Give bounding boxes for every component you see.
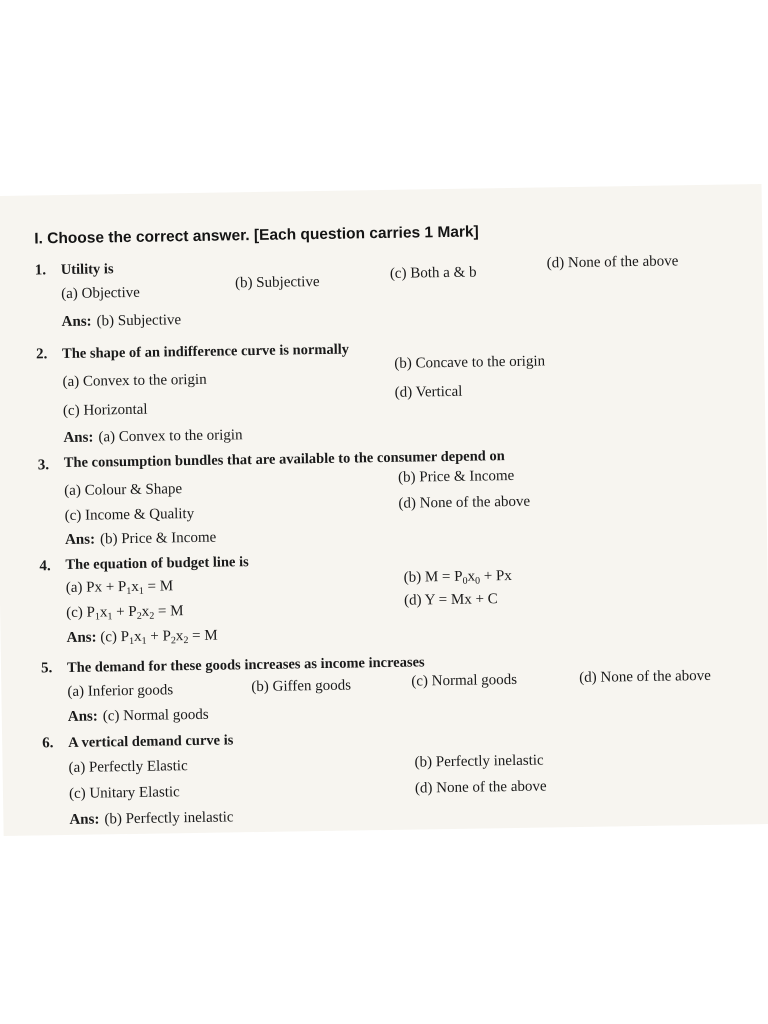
option-a: (a) Colour & Shape bbox=[64, 481, 183, 500]
option-c: (c) Both a & b bbox=[389, 264, 477, 282]
question-number: 2. bbox=[35, 346, 48, 363]
option-b: (b) Concave to the origin bbox=[394, 353, 546, 372]
answer-text: (b) Subjective bbox=[96, 312, 182, 330]
section-heading: I. Choose the correct answer. [Each question carries 1 Mark] bbox=[34, 223, 479, 248]
scanned-paper bbox=[0, 184, 768, 836]
option-d bbox=[404, 592, 498, 608]
answer-label: Ans: bbox=[67, 708, 98, 725]
answer-label: Ans: bbox=[64, 531, 96, 549]
question-text: Utility is bbox=[60, 261, 114, 279]
option-d: (d) None of the above bbox=[398, 493, 531, 512]
option-label: (c) bbox=[66, 604, 83, 621]
question-text: The equation of budget line is bbox=[65, 554, 249, 573]
option-b: (b) Giffen goods bbox=[251, 677, 352, 696]
answer-text: (c) bbox=[100, 629, 118, 646]
answer-text: (b) Perfectly inelastic bbox=[104, 809, 234, 828]
question-number: 4. bbox=[39, 558, 51, 575]
option-label: (d) bbox=[403, 592, 422, 609]
option-b: (b) Perfectly inelastic bbox=[414, 752, 544, 771]
option-a: (a) Inferior goods bbox=[67, 682, 174, 700]
option-d: (d) None of the above bbox=[579, 667, 711, 686]
option-c: (c) Normal goods bbox=[411, 671, 518, 690]
question-text: The demand for these goods increases as income increases bbox=[66, 654, 425, 676]
answer-label: Ans: bbox=[66, 629, 97, 646]
answer-label: Ans: bbox=[61, 313, 92, 331]
answer-text: (c) Normal goods bbox=[102, 706, 209, 725]
equation: $P_1x_1 + P_2x_2 = M$ bbox=[120, 627, 218, 648]
option-a: (a) Objective bbox=[61, 284, 140, 303]
answer-text: (b) Price & Income bbox=[99, 529, 217, 548]
option-b: (b) Price & Income bbox=[397, 467, 515, 486]
option-d: (d) Vertical bbox=[394, 383, 463, 401]
option-b bbox=[404, 569, 512, 586]
equation: $Px + P_1x_1 = M$ bbox=[86, 578, 174, 598]
option-c: (c) Horizontal bbox=[62, 401, 148, 420]
question-number: 6. bbox=[42, 735, 54, 752]
answer-text: (a) Convex to the origin bbox=[98, 427, 243, 446]
option-label: (a) bbox=[65, 579, 83, 596]
answer bbox=[66, 629, 217, 646]
option-b: (b) Subjective bbox=[234, 273, 320, 292]
answer-label: Ans: bbox=[69, 811, 100, 828]
answer-label: Ans: bbox=[63, 429, 94, 447]
option-c bbox=[66, 604, 184, 621]
option-c: (c) Unitary Elastic bbox=[68, 784, 180, 802]
question-text: The consumption bundles that are available to the consumer depend on bbox=[63, 448, 505, 472]
equation: $M = P_0x_0 + Px$ bbox=[424, 567, 512, 587]
option-a: (a) Convex to the origin bbox=[62, 371, 207, 391]
option-d: (d) None of the above bbox=[414, 778, 547, 797]
option-c: (c) Income & Quality bbox=[64, 505, 195, 525]
question-number: 1. bbox=[34, 262, 47, 279]
equation: $P_1x_1 + P_2x_2 = M$ bbox=[86, 603, 184, 623]
question-number: 5. bbox=[40, 660, 53, 677]
option-a bbox=[66, 579, 174, 596]
option-d: (d) None of the above bbox=[546, 253, 679, 272]
question-number: 3. bbox=[37, 457, 50, 474]
equation: Y = Mx + C bbox=[424, 591, 498, 609]
question-text: The shape of an indifference curve is normally bbox=[61, 341, 350, 363]
option-label: (b) bbox=[403, 569, 422, 586]
option-a: (a) Perfectly Elastic bbox=[68, 758, 188, 776]
question-text: A vertical demand curve is bbox=[68, 732, 234, 751]
